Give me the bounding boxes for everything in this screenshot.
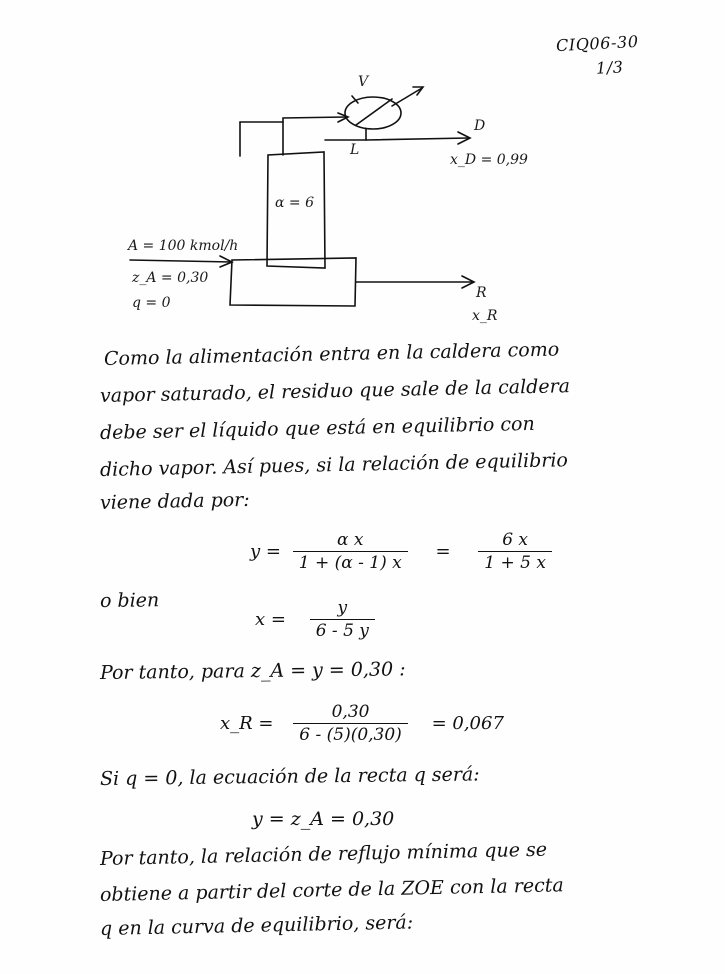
label-distillate: D — [474, 118, 486, 134]
equation-x-solved — [255, 598, 381, 641]
label-feed-q: q = 0 — [132, 295, 171, 311]
equation1-equals: = — [435, 541, 451, 562]
label-reflux: L — [350, 142, 360, 158]
paragraph1-line2: vapor saturado, el residuo que sale de la caldera — [99, 375, 571, 407]
page-header-code: CIQ06-30 — [555, 31, 640, 56]
feed-line — [130, 260, 232, 262]
equation3-denominator: 6 - (5)(0,30) — [299, 725, 402, 745]
paragraph4-line1: Por tanto, la relación de reflujo mínima que se — [99, 838, 548, 870]
o-bien-text: o bien — [99, 589, 160, 612]
equation1-frac1-numerator: α x — [293, 530, 408, 552]
label-feed: A = 100 kmol/h — [128, 238, 239, 254]
equation-xr-value — [220, 702, 504, 745]
reflux-line-left — [325, 129, 366, 140]
paragraph1-line1: Como la alimentación entra en la caldera como — [103, 338, 560, 370]
condenser-slash — [356, 99, 392, 125]
reboiler-body — [230, 258, 356, 306]
label-bottoms: R — [476, 285, 487, 301]
equation2-fraction — [310, 598, 375, 641]
equation1-frac2-denominator: 1 + 5 x — [484, 553, 546, 573]
equation-equilibrium — [250, 530, 558, 573]
vapor-line — [283, 117, 346, 155]
equation3-result: = 0,067 — [431, 713, 504, 734]
equation3-lhs: x_R = — [220, 713, 274, 734]
paragraph1-line4: dicho vapor. Así pues, si la relación de equilibrio — [99, 449, 569, 481]
paragraph3: Si q = 0, la ecuación de la recta q será: — [99, 763, 480, 790]
paragraph2: Por tanto, para z_A = y = 0,30 : — [99, 658, 406, 684]
equation1-frac2-numerator: 6 x — [478, 530, 552, 552]
label-alpha: α = 6 — [275, 195, 314, 211]
page-header-number: 1/3 — [595, 57, 625, 78]
condenser-outlet — [392, 88, 422, 106]
equation1-fraction-numeric — [478, 530, 552, 573]
equation2-numerator: y — [310, 598, 375, 620]
equation1-lhs: y = — [250, 541, 281, 562]
equation3-fraction — [293, 702, 408, 745]
equation1-fraction-alpha — [293, 530, 408, 573]
label-distillate-composition: x_D = 0,99 — [450, 152, 528, 168]
label-feed-composition: z_A = 0,30 — [132, 270, 209, 286]
equation2-denominator: 6 - 5 y — [315, 621, 369, 641]
label-bottoms-composition: x_R — [472, 308, 498, 324]
paragraph1-line5: viene dada por: — [99, 488, 250, 514]
label-condenser: V — [358, 74, 369, 90]
equation1-frac1-denominator: 1 + (α - 1) x — [298, 553, 402, 573]
distillation-column-diagram — [120, 70, 660, 330]
diagram-svg — [120, 70, 660, 330]
paragraph4-line2: obtiene a partir del corte de la ZOE con la recta — [99, 874, 564, 906]
equation3-numerator: 0,30 — [293, 702, 408, 724]
paragraph4-line3: q en la curva de equilibrio, será: — [99, 911, 414, 940]
equation-q-line: y = z_A = 0,30 — [252, 808, 395, 830]
distillate-line — [366, 138, 468, 140]
paragraph1-line3: debe ser el líquido que está en equilibrio con — [99, 412, 535, 444]
equation2-lhs: x = — [255, 609, 286, 630]
